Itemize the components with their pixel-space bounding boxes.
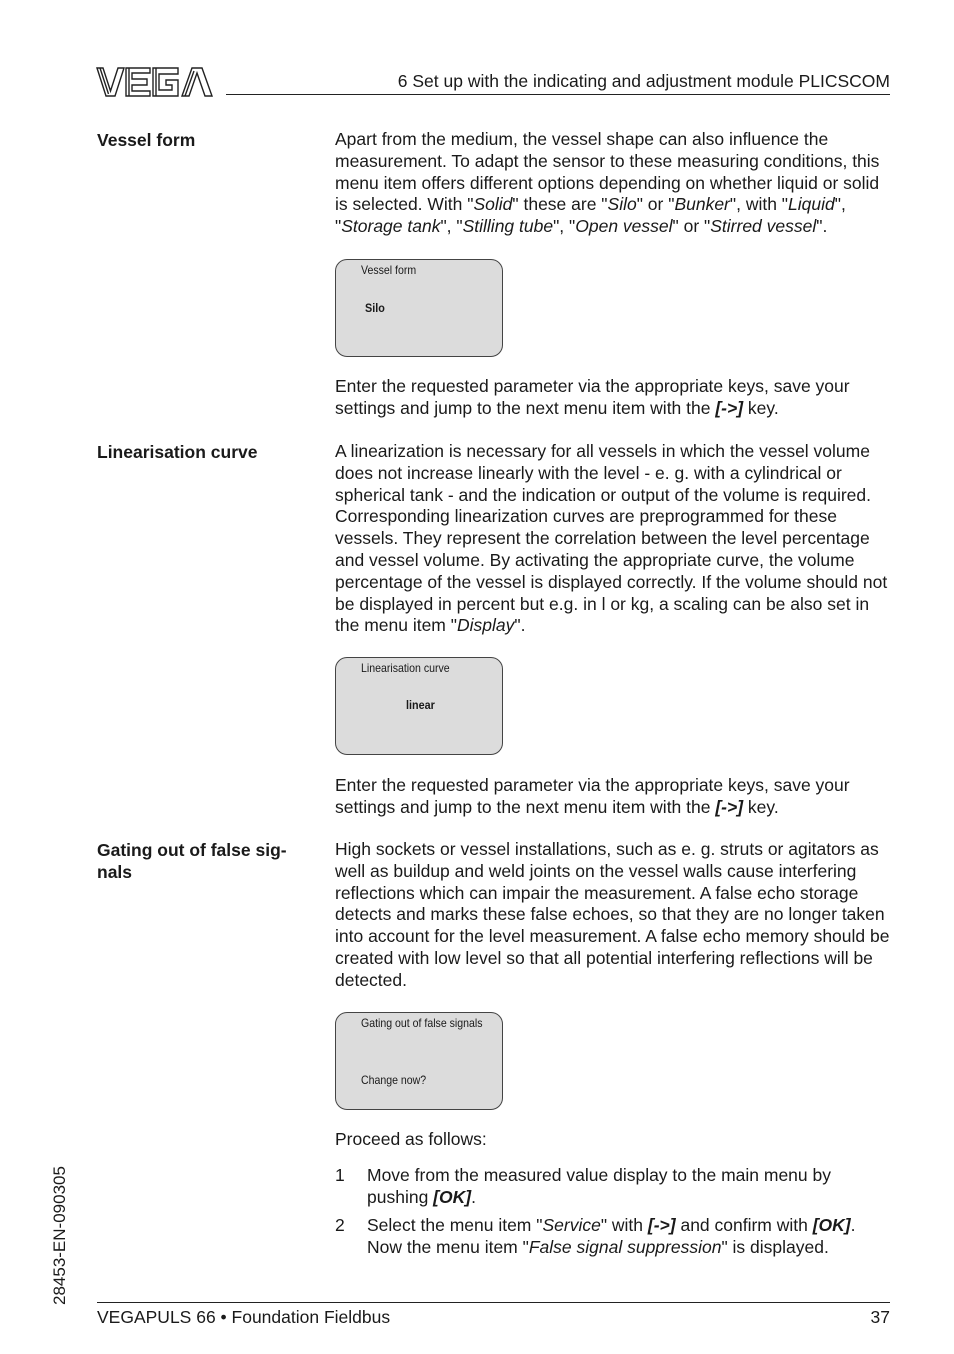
gating-display [335, 1012, 503, 1110]
vessel-form-heading: Vessel form [97, 130, 196, 150]
display-question: Change now? [361, 1073, 427, 1087]
proceed-text: Proceed as follows: [335, 1129, 487, 1149]
arrow-key: [->] [715, 796, 744, 817]
ok-key: [OK] [812, 1215, 851, 1235]
step-text: Move from the measured value display to the main menu by pushing [OK]. [367, 1165, 831, 1207]
arrow-key: [->] [647, 1215, 676, 1235]
page-number: 37 [870, 1307, 890, 1327]
document-number: 28453-EN-090305 [50, 1166, 69, 1305]
header-rule [226, 94, 890, 95]
vessel-form-display [335, 259, 503, 357]
display-value: Silo [365, 301, 385, 315]
display-value: linear [406, 698, 435, 712]
display-title: Linearisation curve [361, 661, 450, 675]
step-text: Select the menu item "Service" with [->] and confirm with [OK]. Now the menu item "False signal suppression" is displayed. [367, 1215, 856, 1257]
linearisation-instruction: Enter the requested parameter via the appropriate keys, save your settings and jump to the next menu item with the [->] key. [335, 775, 850, 817]
ok-key: [OK] [433, 1187, 472, 1207]
footer-product: VEGAPULS 66 • Foundation Fieldbus [97, 1307, 391, 1327]
step-number: 1 [335, 1165, 345, 1185]
display-title: Gating out of false signals [361, 1016, 483, 1030]
footer-rule [97, 1302, 890, 1303]
vessel-form-instruction: Enter the requested parameter via the appropriate keys, save your settings and jump to the next menu item with the [->] key. [335, 376, 850, 418]
linearisation-display [335, 657, 503, 755]
chapter-title: 6 Set up with the indicating and adjustment module PLICSCOM [397, 71, 890, 91]
display-title: Vessel form [361, 263, 417, 277]
step-number: 2 [335, 1215, 345, 1235]
vega-logo [96, 66, 214, 98]
linearisation-paragraph: A linearization is necessary for all vessels in which the vessel volume does not increase linearly with the level - e. g. with a cylindrical or spherical tank - and the indication or output of the volume is required. Corresponding linearization curves are preprogrammed for these vessels. They represent the correlation between the level percentage and vessel volume. By activating the appropriate curve, the volume percentage of the vessel is displayed correctly. If the volume should not be displayed in percent but e.g. in l or kg, a scaling can be also set in the menu item "Display". [335, 441, 888, 636]
arrow-key: [->] [715, 397, 744, 418]
linearisation-heading: Linearisation curve [97, 442, 258, 462]
gating-paragraph: High sockets or vessel installations, such as e. g. struts or agitators as well as buildup and weld joints on the vessel walls cause interfering reflections which can impair the measurement. A false echo storage detects and marks these false echoes, so that they are no longer taken into account for the level measurement. A false echo memory should be created with low level so that all potential interfering reflections will be detected. [335, 839, 890, 990]
vessel-form-paragraph: Apart from the medium, the vessel shape can also influence the measurement. To adapt the sensor to these measuring conditions, this menu item offers different options depending on whether liquid or solid is selected. With "Solid" these are "Silo" or "Bunker", with "Liquid", "Storage tank", "Stilling tube", "Open vessel" or "Stirred vessel". [335, 129, 880, 237]
gating-heading: Gating out of false sig-nals [97, 840, 287, 882]
